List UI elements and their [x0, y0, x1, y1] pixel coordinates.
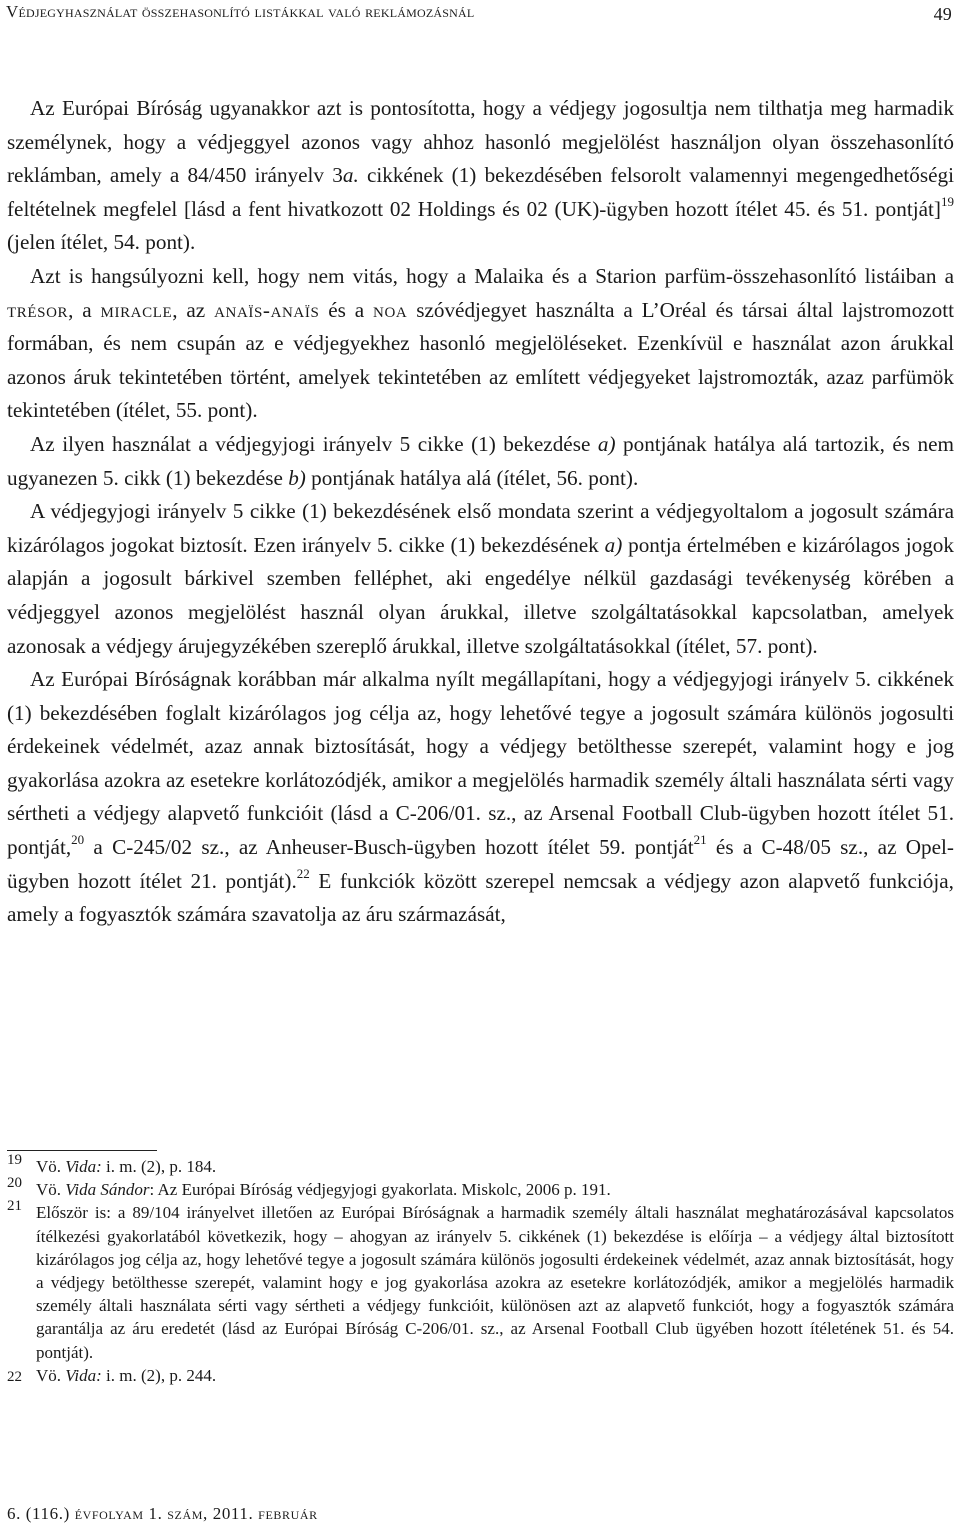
- footnote-ref: 21: [693, 832, 707, 847]
- trademark-name: trésor: [7, 297, 69, 322]
- text-run: , a: [68, 297, 101, 322]
- text-run-italic: a): [604, 532, 623, 557]
- footnote-text: : Az Európai Bíróság védjegyjogi gyakorlata. Miskolc, 2006 p. 191.: [149, 1180, 611, 1200]
- footnote-21: [7, 1198, 954, 1363]
- text-run: E funkciók között szerepel nemcsak a védjegy azon alapvető funkciója, amely a fogyasztók számára szavatolja az áru származását,: [7, 868, 954, 927]
- text-run: A védjegyjogi irányelv 5 cikke (1) bekezdésének első mondata szerint a védjegyoltalom a jogosult számára kizárólagos jogokat biztosít. Ezen irányelv 5. cikke (1) bekezdésének: [7, 499, 954, 557]
- footnote-20: [7, 1175, 954, 1201]
- running-title: Védjegyhasználat összehasonlító listákkal való reklámozásnál: [6, 2, 475, 21]
- footnote-19: [7, 1152, 954, 1178]
- footnote-author: Vida Sándor: [65, 1180, 150, 1200]
- footnote-text: i. m. (2), p. 244.: [101, 1365, 217, 1385]
- text-run: Az ilyen használat a védjegyjogi irányelv 5 cikke (1) bekezdése: [30, 431, 598, 456]
- text-run-italic: a): [597, 431, 616, 456]
- paragraph-2: [7, 260, 954, 428]
- trademark-name: anaïs-anaïs: [214, 297, 320, 322]
- footnote-text: Vö.: [36, 1157, 66, 1176]
- page-number: 49: [933, 4, 952, 24]
- footnote-text: i. m. (2), p. 184.: [101, 1157, 217, 1176]
- footnote-author: Vida:: [65, 1157, 102, 1176]
- footnote-number: 21: [7, 1198, 22, 1215]
- issue-footer: 6. (116.) évfolyam 1. szám, 2011. február: [7, 1504, 318, 1523]
- text-run: Az Európai Bíróság ugyanakkor azt is pontosította, hogy a védjegy jogosultja nem tilthatja meg harmadik személynek, hogy a védjeggyel azonos vagy ahhoz hasonló megjelölést használjon olyan összehasonlító reklámban, amely a 84/450 irányelv 3: [7, 96, 954, 188]
- footnote-ref: 19: [941, 193, 954, 209]
- paragraph-4: [7, 495, 954, 663]
- footnote-separator: [7, 1150, 157, 1151]
- footnote-number: 22: [7, 1368, 22, 1385]
- footnotes: [7, 1152, 954, 1387]
- trademark-name: noa: [373, 297, 408, 322]
- text-run-italic: b): [288, 465, 306, 490]
- text-run: és a: [319, 297, 374, 322]
- paragraph-3: [7, 428, 954, 495]
- text-run: cikkének (1) bekezdésében felsorolt valamennyi megengedhetőségi feltételnek megfelel [lásd a fent hivatkozott 02 Holdings és 02 (UK)-ügyben hozott ítélet 45. és 51. pontját]: [7, 163, 954, 221]
- text-run: pontjának hatálya alá tartozik, és nem ugyanezen 5. cikk (1) bekezdése: [7, 431, 954, 490]
- main-text: [7, 92, 954, 932]
- running-head: [6, 2, 956, 32]
- paragraph-1: [7, 92, 954, 260]
- text-run: pontjának hatálya alá (ítélet, 56. pont).: [305, 465, 639, 490]
- text-run: Azt is hangsúlyozni kell, hogy nem vitás, hogy a Malaika és a Starion parfüm-összehasonlító listáiban a: [30, 263, 954, 288]
- text-run: a C-245/02 sz., az Anheuser-Busch-ügyben hozott ítélet 59. pontját: [84, 835, 694, 860]
- text-run: szóvédjegyet használta a L’Oréal és társai által lajstromozott formában, és nem csupán az e védjegyekhez hasonló megjelöléseket. Ezenkívül e használat azon árukkal azonos áruk tekintetében történt, amelyek tekintetében az említett védjegyeket lajstromozták, azaz parfümök tekintetében (ítélet, 55. pont).: [7, 297, 954, 423]
- footnote-text: Vö.: [36, 1180, 66, 1200]
- footnote-text: Először is: a 89/104 irányelvet illetően az Európai Bíróságnak a harmadik személy általi használat meghatározásával kapcsolatos ítélkezési gyakorlatából következik, hogy – ahogyan az irányelv 5. cikkének (1) bekezdése is előírja – a védjegy által biztosított kizárólagos jog célja az, hogy lehetővé tegye a jogosult számára különös jogosulti érdekeinek védelmét, azaz annak biztosítását, hogy a védjegy betölthesse szerepét, valamint hogy e jog gyakorlása azokra az esetekre korlátozódjék, amikor a megjelölés harmadik személy általi használata sérti vagy sértheti a védjegy funkcióit, különösen azt az alapvető funkciót, hogy a fogyasztók számára garantálja az áru eredetét (lásd az Európai Bíróság C-206/01. sz., az Arsenal Football Club ügyében hozott ítéletének 51. és 54. pontját).: [36, 1203, 954, 1362]
- text-run: és a C-48/05 sz., az Opel-ügyben hozott ítélet 21. pontját).: [7, 835, 954, 893]
- footnote-number: 19: [7, 1152, 22, 1168]
- text-run: (jelen ítélet, 54. pont).: [7, 230, 196, 255]
- footnote-22: [7, 1364, 954, 1387]
- text-run-italic: a.: [342, 163, 359, 188]
- footnote-author: Vida:: [65, 1365, 102, 1385]
- text-run: , az: [172, 297, 215, 322]
- footnote-number: 20: [7, 1175, 22, 1192]
- paragraph-5: [7, 663, 954, 932]
- footnote-ref: 22: [296, 865, 310, 881]
- text-run: pontja értelmében e kizárólagos jogok alapján a jogosult bárkivel szemben felléphet, aki engedélye nélkül gazdasági tevékenység körében a védjeggyel azonos megjelölést használ olyan árukkal, illetve szolgáltatásokkal kapcsolatban, amelyek azonosak a védjegy árujegyzékében szereplő árukkal, illetve szolgáltatásokkal (ítélet, 57. pont).: [7, 532, 954, 658]
- footnote-ref: 20: [71, 832, 85, 847]
- text-run: Az Európai Bíróságnak korábban már alkalma nyílt megállapítani, hogy a védjegyjogi irányelv 5. cikkének (1) bekezdésében foglalt kizárólagos jog célja az, hogy lehetővé tegye a jogosult számára különös jogosulti érdekeinek védelmét, azaz annak biztosítását, hogy a védjegy betölthesse szerepét, valamint hogy e jog gyakorlása azokra az esetekre korlátozódjék, amikor a megjelölés harmadik személy általi használata sérti vagy sértheti a védjegy alapvető funkcióit (lásd a C-206/01. sz., az Arsenal Football Club-ügyben hozott ítélet 51. pontját,: [7, 667, 954, 860]
- trademark-name: miracle: [100, 297, 173, 322]
- footnote-text: Vö.: [36, 1365, 66, 1385]
